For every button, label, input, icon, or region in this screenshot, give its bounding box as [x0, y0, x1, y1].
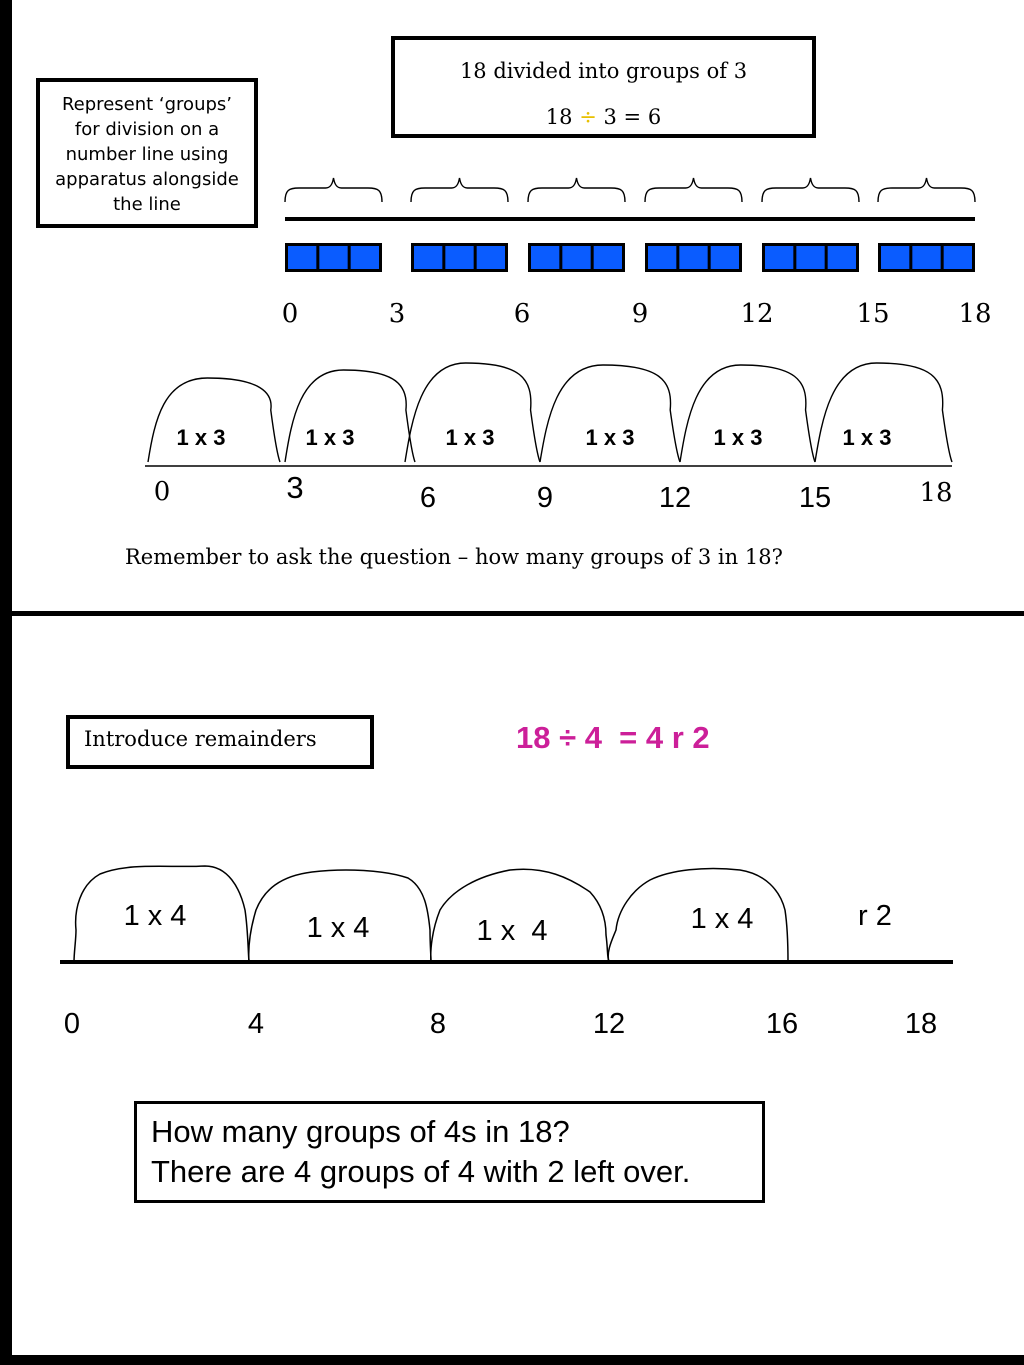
cube-groups [285, 243, 975, 272]
remainder-tick-label: 8 [429, 1008, 447, 1040]
group-brace [285, 178, 382, 202]
remainder-tick-labels [64, 1008, 937, 1040]
cube [881, 246, 909, 269]
title-line: 18 divided into groups of 3 [459, 59, 748, 83]
remainder-tick-label: 16 [765, 1008, 799, 1040]
jump-tick-label: 0 [153, 477, 171, 507]
remainder-tick-label: 4 [247, 1008, 265, 1040]
group-brace [411, 178, 508, 202]
question-text: Remember to ask the question – how many groups of 3 in 18? [125, 545, 783, 569]
cube-group [762, 243, 859, 272]
cube-tick-label: 15 [856, 299, 890, 329]
remainder-number-line [0, 830, 1024, 1050]
jump-label: 1 x 3 [305, 425, 355, 450]
jump-label: 1 x 3 [585, 425, 635, 450]
cube [912, 246, 940, 269]
jump-label: 1 x 3 [713, 425, 763, 450]
cube [351, 246, 379, 269]
remainder-jump-label: 1 x 4 [123, 900, 187, 932]
jump-tick-labels [154, 470, 953, 514]
remainder-jump-label: 1 x 4 [306, 912, 370, 944]
group-braces [285, 178, 975, 202]
jump-arcs [148, 363, 952, 462]
cube [679, 246, 707, 269]
cube [319, 246, 347, 269]
cube [765, 246, 793, 269]
answer-question: How many groups of 4s in 18? [151, 1114, 570, 1149]
remainder-tick-label: 18 [904, 1008, 938, 1040]
cube-group [878, 243, 975, 272]
jump-label: 1 x 3 [842, 425, 892, 450]
equation-dividend: 18 [545, 105, 573, 129]
cube [477, 246, 505, 269]
cube-group [528, 243, 625, 272]
cube [828, 246, 856, 269]
cube-tick-label: 9 [631, 299, 649, 329]
cube [648, 246, 676, 269]
cube-group [411, 243, 508, 272]
jump-tick-label: 15 [798, 482, 832, 514]
jump-tick-label: 6 [419, 482, 437, 514]
cube-tick-label: 0 [281, 299, 299, 329]
remainder-jump-label: 1 x 4 [476, 915, 548, 947]
cube [796, 246, 824, 269]
remainder-jump-label: 1 x 4 [690, 903, 754, 935]
cube-tick-label: 12 [740, 299, 774, 329]
group-brace [878, 178, 975, 202]
cube [944, 246, 972, 269]
remainder-label: r 2 [858, 900, 892, 932]
cube-tick-label: 3 [388, 299, 406, 329]
remainder-jump-labels [124, 900, 754, 947]
cube [594, 246, 622, 269]
cube [562, 246, 590, 269]
jump-tick-label: 12 [658, 482, 692, 514]
equation-rest: 3 = 6 [603, 105, 662, 129]
remainder-tick-label: 12 [592, 1008, 626, 1040]
cube [711, 246, 739, 269]
cube-tick-labels [282, 299, 992, 329]
instruction-text: Represent ‘groups’ for division on a number line using apparatus alongside the line [55, 94, 239, 215]
group-brace [528, 178, 625, 202]
jump-tick-label: 18 [919, 478, 953, 508]
group-brace [762, 178, 859, 202]
cube-tick-label: 18 [958, 299, 992, 329]
cube-group [285, 243, 382, 272]
cube [414, 246, 442, 269]
answer-statement: There are 4 groups of 4 with 2 left over. [151, 1154, 691, 1189]
section-divider [0, 611, 1024, 616]
remainder-equation: 18 ÷ 4 = 4 r 2 [516, 720, 710, 755]
cube-number-line [0, 0, 1024, 600]
remainder-tick-label: 0 [63, 1008, 81, 1040]
cube [288, 246, 316, 269]
group-brace [645, 178, 742, 202]
divide-symbol: ÷ [579, 105, 597, 129]
bottom-border [0, 1355, 1024, 1365]
jump-tick-label: 3 [286, 470, 304, 505]
cube [445, 246, 473, 269]
jump-tick-label: 9 [536, 482, 554, 514]
answer-box [134, 1101, 765, 1203]
cube [531, 246, 559, 269]
jump-label: 1 x 3 [445, 425, 495, 450]
jump-label: 1 x 3 [176, 425, 226, 450]
cube-group [645, 243, 742, 272]
remainders-box: Introduce remainders [66, 715, 374, 769]
cube-tick-label: 6 [513, 299, 531, 329]
